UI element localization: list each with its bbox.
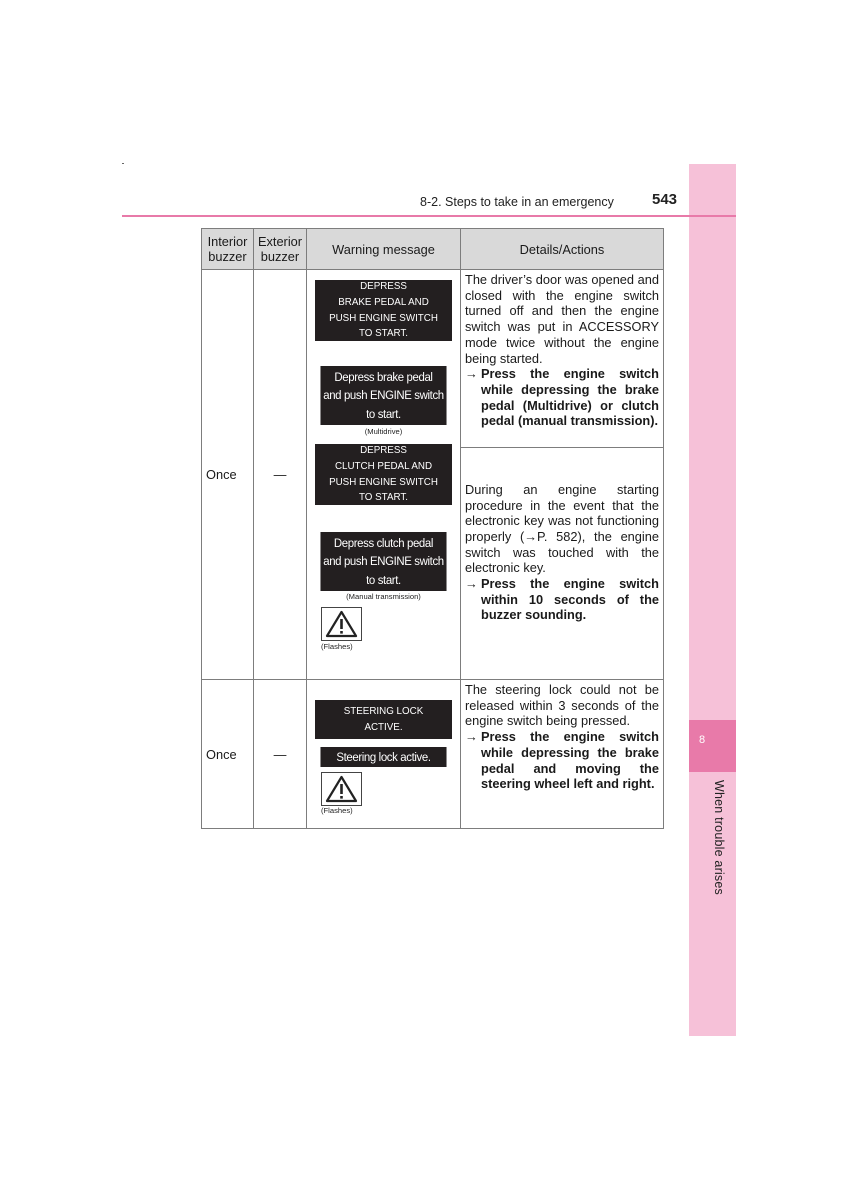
chapter-side-tab	[689, 164, 736, 1036]
action-item	[465, 366, 659, 429]
header-rule	[122, 215, 736, 217]
exterior-buzzer-cell: —	[254, 680, 307, 829]
action-text: Press the engine switch while depressing the brake pedal (Multidrive) or clutch pedal (manual transmission).	[481, 366, 659, 429]
caption-manual-transmission: (Manual transmission)	[346, 592, 421, 601]
arrow-icon: →	[465, 366, 478, 382]
details-cell	[461, 448, 664, 680]
header-details-actions: Details/Actions	[461, 229, 664, 270]
warning-message-cell	[307, 680, 461, 829]
details-cell	[461, 680, 664, 829]
table-header-row	[202, 229, 664, 270]
table-row	[202, 270, 664, 448]
section-title: 8-2. Steps to take in an emergency	[420, 195, 614, 209]
warning-triangle-icon	[321, 772, 362, 806]
header-exterior-buzzer: Exterior buzzer	[254, 229, 307, 270]
display-message-clutch-mixed: Depress clutch pedal and push ENGINE switch to start.	[320, 532, 446, 591]
page-number: 543	[652, 191, 678, 208]
warning-message-cell	[307, 270, 461, 680]
display-message-clutch-caps: DEPRESS CLUTCH PEDAL AND PUSH ENGINE SWITCH TO START.	[315, 444, 452, 505]
display-message-steering-caps: STEERING LOCK ACTIVE.	[315, 700, 452, 739]
action-item	[465, 576, 659, 623]
exterior-buzzer-cell: —	[254, 270, 307, 680]
table-row	[202, 680, 664, 829]
display-message-steering-mixed: Steering lock active.	[320, 747, 446, 767]
chapter-title: When trouble arises	[712, 780, 726, 895]
header-interior-buzzer: Interior buzzer	[202, 229, 254, 270]
display-message-brake-mixed: Depress brake pedal and push ENGINE switch to start.	[320, 366, 446, 425]
header-warning-message: Warning message	[307, 229, 461, 270]
caption-flashes: (Flashes)	[321, 806, 353, 815]
crop-mark	[122, 163, 124, 164]
warning-triangle-icon	[321, 607, 362, 641]
chapter-number-tab	[689, 720, 736, 772]
details-text: The driver’s door was opened and closed with the engine switch turned off and then the engine switch was put in ACCESSORY mode twice without the engine being started.	[465, 272, 659, 366]
action-text: Press the engine switch within 10 seconds of the buzzer sounding.	[481, 576, 659, 623]
details-text: The steering lock could not be released within 3 seconds of the engine switch being pressed.	[465, 682, 659, 729]
action-text: Press the engine switch while depressing the brake pedal and moving the steering wheel left and right.	[481, 729, 659, 792]
arrow-icon: →	[465, 729, 478, 745]
display-message-brake-caps: DEPRESS BRAKE PEDAL AND PUSH ENGINE SWITCH TO START.	[315, 280, 452, 341]
interior-buzzer-cell: Once	[202, 680, 254, 829]
action-item	[465, 729, 659, 792]
details-text: During an engine starting procedure in the event that the electronic key was not functioning properly (→P. 582), the engine switch was touched with the electronic key.	[465, 481, 659, 576]
interior-buzzer-cell: Once	[202, 270, 254, 680]
warning-table	[201, 228, 664, 829]
arrow-icon: →	[465, 576, 478, 592]
caption-multidrive: (Multidrive)	[364, 427, 403, 436]
chapter-number: 8	[699, 734, 706, 746]
caption-flashes: (Flashes)	[321, 642, 353, 651]
details-cell	[461, 270, 664, 448]
